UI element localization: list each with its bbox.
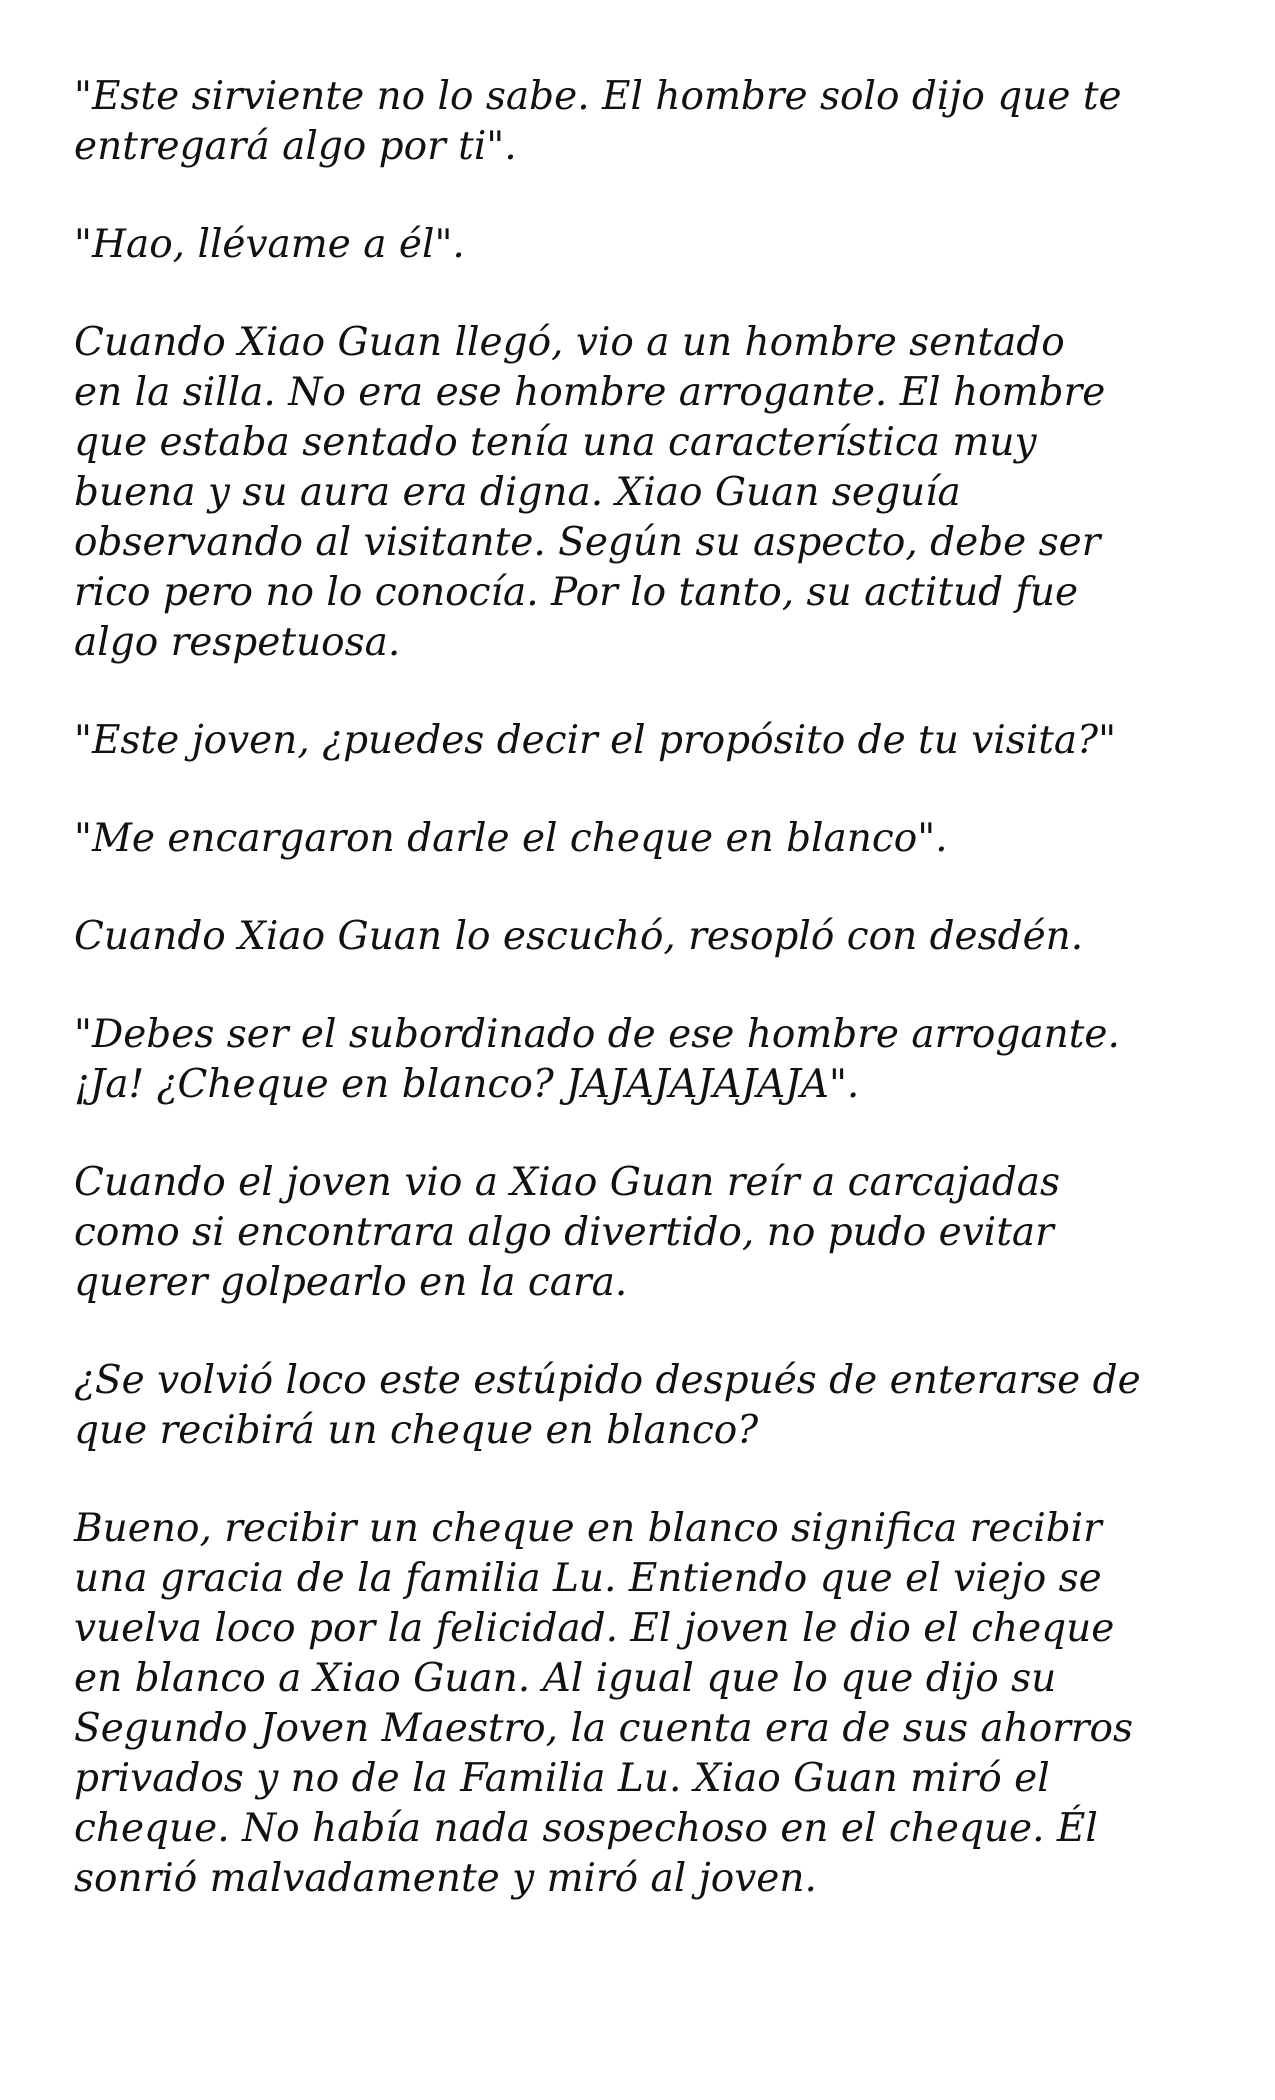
paragraph-2: "Hao, llévame a él". [74,222,465,267]
paragraph-6: Cuando Xiao Guan lo escuchó, resopló con desdén. [74,914,1084,959]
paragraph-10: Bueno, recibir un cheque en blanco significa recibir una gracia de la familia Lu. Entiendo que el viejo se vuelva loco por la felicidad. El joven le dio el cheque en blanco a Xiao Guan. Al igual que lo que dijo su Segundo Joven Maestro, la cuenta era de sus ahorros privados y no de la Familia Lu. Xiao Guan miró el cheque. No había nada sospechoso en el cheque. Él sonrió malvadamente y miró al joven. [74,1506,1134,1901]
paragraph-8: Cuando el joven vio a Xiao Guan reír a carcajadas como si encontrara algo divertido, no pudo evitar querer golpearlo en la cara. [74,1160,1061,1305]
paragraph-1: "Este sirviente no lo sabe. El hombre solo dijo que te entregará algo por ti". [74,74,1122,169]
paragraph-4: "Este joven, ¿puedes decir el propósito de tu visita?" [74,718,1117,763]
paragraph-7: "Debes ser el subordinado de ese hombre arrogante. ¡Ja! ¿Cheque en blanco? JAJAJAJAJAJA". [74,1012,1120,1107]
paragraph-3: Cuando Xiao Guan llegó, vio a un hombre sentado en la silla. No era ese hombre arrogante. El hombre que estaba sentado tenía una característica muy buena y su aura era digna. Xiao Guan seguía observando al visitante. Según su aspecto, debe ser rico pero no lo conocía. Por lo tanto, su actitud fue algo respetuosa. [74,320,1106,665]
paragraph-5: "Me encargaron darle el cheque en blanco". [74,816,948,861]
paragraph-9: ¿Se volvió loco este estúpido después de enterarse de que recibirá un cheque en blanco? [74,1358,1141,1453]
